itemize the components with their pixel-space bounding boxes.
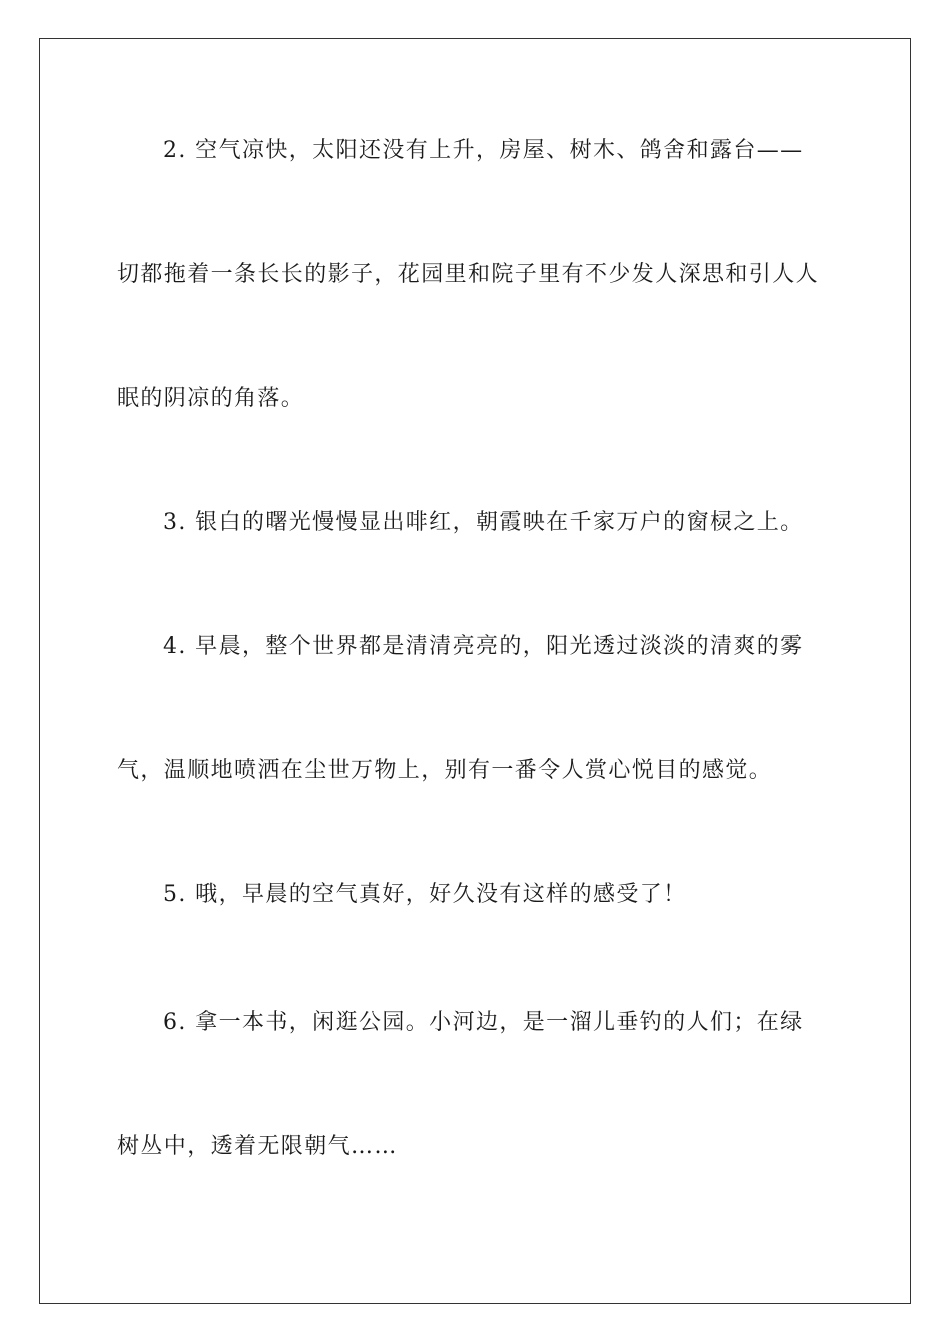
text-line: 树丛中，透着无限朝气…… (117, 1134, 398, 1159)
page-border (39, 38, 911, 1304)
text-line: 3. 银白的曙光慢慢显出啡红，朝霞映在千家万户的窗棂之上。 (163, 510, 804, 535)
text-line: 5. 哦，早晨的空气真好，好久没有这样的感受了！ (163, 882, 687, 907)
text-line: 眠的阴凉的角落。 (117, 386, 305, 411)
text-line: 4. 早晨，整个世界都是清清亮亮的，阳光透过淡淡的清爽的雾 (163, 634, 804, 659)
text-line: 气，温顺地喷洒在尘世万物上，别有一番令人赏心悦目的感觉。 (117, 758, 773, 783)
text-line: 2. 空气凉快，太阳还没有上升，房屋、树木、鸽舍和露台—— (163, 138, 804, 163)
text-line: 6. 拿一本书，闲逛公园。小河边，是一溜儿垂钓的人们；在绿 (163, 1010, 804, 1035)
text-line: 切都拖着一条长长的影子，花园里和院子里有不少发人深思和引人人 (117, 262, 820, 287)
